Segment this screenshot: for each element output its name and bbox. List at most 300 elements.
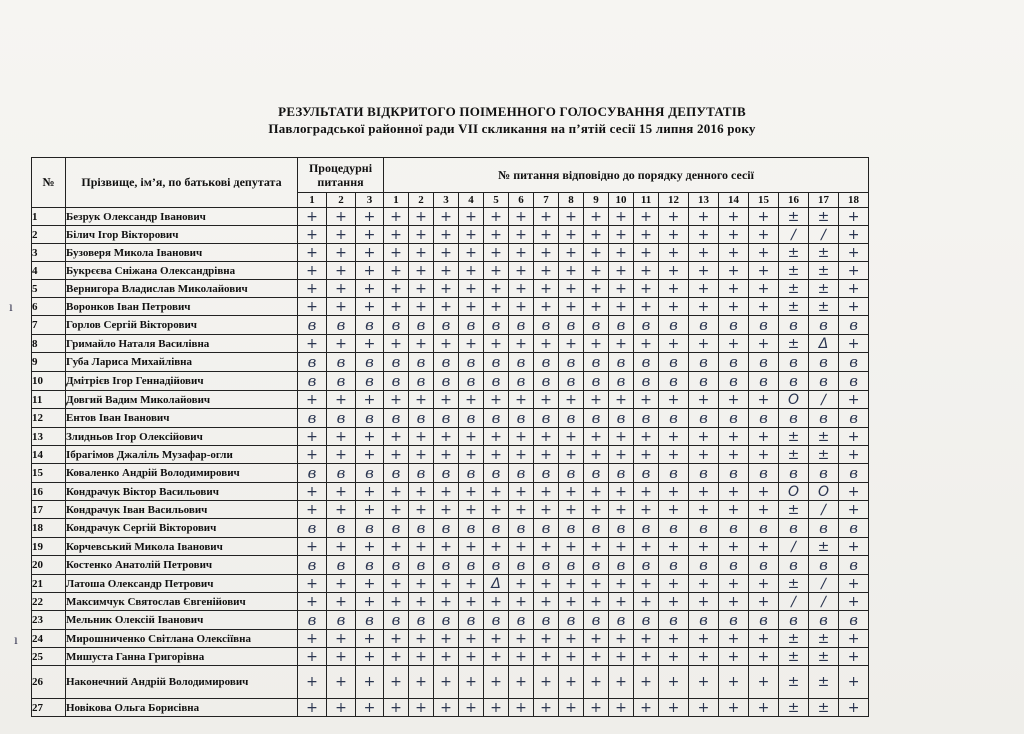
row-number: 7 [32, 316, 66, 335]
vote-mark: в [559, 464, 584, 483]
vote-mark: в [749, 372, 779, 391]
row-number: 10 [32, 372, 66, 391]
vote-mark: + [634, 666, 659, 699]
table-row [32, 611, 869, 630]
vote-mark: + [327, 262, 356, 280]
table-row [32, 428, 869, 446]
vote-mark: + [484, 648, 509, 666]
vote-mark: в [839, 464, 869, 483]
vote-mark: + [584, 648, 609, 666]
vote-mark: в [409, 316, 434, 335]
vote-mark: + [689, 262, 719, 280]
vote-mark: + [534, 501, 559, 519]
vote-mark: в [534, 519, 559, 538]
vote-mark: в [327, 316, 356, 335]
vote-mark: в [559, 556, 584, 575]
vote-mark: + [459, 575, 484, 593]
vote-mark: + [434, 335, 459, 353]
table-row [32, 666, 869, 699]
vote-mark: + [534, 648, 559, 666]
vote-mark: в [409, 611, 434, 630]
vote-mark: + [659, 648, 689, 666]
vote-mark: в [459, 372, 484, 391]
row-number: 24 [32, 630, 66, 648]
vote-mark: в [779, 372, 809, 391]
vote-mark: в [689, 519, 719, 538]
vote-mark: + [459, 501, 484, 519]
vote-mark: в [689, 409, 719, 428]
vote-mark: + [509, 298, 534, 316]
vote-mark: + [839, 699, 869, 717]
vote-mark: + [559, 446, 584, 464]
vote-mark: в [459, 464, 484, 483]
vote-mark: в [484, 372, 509, 391]
vote-mark: в [689, 353, 719, 372]
vote-mark: в [634, 556, 659, 575]
vote-mark: + [749, 298, 779, 316]
vote-mark: в [839, 409, 869, 428]
vote-mark: + [749, 280, 779, 298]
vote-mark: + [659, 699, 689, 717]
vote-mark: + [384, 391, 409, 409]
vote-mark: + [384, 538, 409, 556]
vote-mark: + [689, 630, 719, 648]
vote-mark: ± [809, 630, 839, 648]
vote-mark: + [298, 208, 327, 226]
vote-mark: + [434, 593, 459, 611]
vote-mark: + [719, 538, 749, 556]
vote-mark: + [459, 446, 484, 464]
deputy-name: Білич Ігор Вікторович [66, 226, 298, 244]
vote-mark: в [509, 556, 534, 575]
vote-mark: + [509, 666, 534, 699]
vote-mark: в [459, 611, 484, 630]
vote-mark: + [327, 501, 356, 519]
vote-mark: + [327, 298, 356, 316]
vote-mark: + [749, 483, 779, 501]
vote-mark: в [327, 353, 356, 372]
table-row [32, 391, 869, 409]
vote-mark: + [534, 428, 559, 446]
vote-mark: + [609, 483, 634, 501]
vote-mark: в [584, 519, 609, 538]
vote-mark: в [779, 519, 809, 538]
vote-mark: + [634, 244, 659, 262]
vote-mark: + [509, 391, 534, 409]
vote-mark: в [409, 464, 434, 483]
vote-mark: + [749, 630, 779, 648]
vote-mark: в [484, 409, 509, 428]
deputy-name: Безрук Олександр Іванович [66, 208, 298, 226]
vote-mark: + [719, 648, 749, 666]
vote-mark: в [356, 372, 384, 391]
agenda-number: 16 [779, 193, 809, 208]
vote-mark: + [327, 699, 356, 717]
vote-mark: + [659, 630, 689, 648]
vote-mark: + [409, 538, 434, 556]
table-row [32, 262, 869, 280]
vote-mark: + [434, 666, 459, 699]
row-number: 23 [32, 611, 66, 630]
vote-mark: + [534, 244, 559, 262]
vote-mark: + [689, 391, 719, 409]
table-row [32, 575, 869, 593]
vote-mark: + [434, 538, 459, 556]
vote-mark: + [559, 575, 584, 593]
vote-mark: + [298, 446, 327, 464]
vote-mark: + [719, 208, 749, 226]
vote-mark: + [484, 208, 509, 226]
vote-mark: + [609, 226, 634, 244]
vote-mark: + [559, 244, 584, 262]
vote-mark: + [584, 428, 609, 446]
vote-mark: ∕ [809, 391, 839, 409]
table-row [32, 501, 869, 519]
vote-mark: + [659, 335, 689, 353]
vote-mark: в [659, 611, 689, 630]
vote-mark: в [609, 372, 634, 391]
deputy-name: Гримайло Наталя Василівна [66, 335, 298, 353]
vote-mark: в [298, 409, 327, 428]
table-row [32, 519, 869, 538]
vote-mark: в [509, 611, 534, 630]
vote-mark: + [584, 280, 609, 298]
vote-mark: + [609, 208, 634, 226]
row-number: 5 [32, 280, 66, 298]
vote-mark: + [356, 446, 384, 464]
vote-mark: в [689, 556, 719, 575]
vote-mark: + [409, 391, 434, 409]
vote-mark: + [409, 208, 434, 226]
vote-mark: + [534, 298, 559, 316]
vote-mark: + [534, 699, 559, 717]
vote-mark: + [719, 501, 749, 519]
vote-mark: + [584, 446, 609, 464]
vote-mark: + [509, 699, 534, 717]
agenda-number: 14 [719, 193, 749, 208]
vote-mark: + [584, 699, 609, 717]
vote-mark: в [459, 556, 484, 575]
vote-mark: + [298, 630, 327, 648]
vote-mark: в [809, 353, 839, 372]
vote-mark: в [534, 611, 559, 630]
vote-mark: + [584, 335, 609, 353]
vote-mark: + [298, 428, 327, 446]
vote-mark: ± [809, 666, 839, 699]
vote-mark: в [719, 556, 749, 575]
vote-mark: + [434, 428, 459, 446]
vote-mark: в [609, 316, 634, 335]
vote-mark: + [584, 666, 609, 699]
vote-mark: + [559, 280, 584, 298]
vote-mark: + [409, 428, 434, 446]
row-number: 15 [32, 464, 66, 483]
table-row [32, 483, 869, 501]
deputy-name: Коваленко Андрій Володимирович [66, 464, 298, 483]
vote-mark: + [584, 391, 609, 409]
vote-mark: + [719, 483, 749, 501]
agenda-number: 11 [634, 193, 659, 208]
vote-mark: + [484, 666, 509, 699]
vote-mark: + [609, 648, 634, 666]
vote-mark: + [839, 428, 869, 446]
row-number: 17 [32, 501, 66, 519]
vote-mark: + [689, 335, 719, 353]
document-title: РЕЗУЛЬТАТИ ВІДКРИТОГО ПОІМЕННОГО ГОЛОСУВАННЯ ДЕПУТАТІВ [278, 104, 746, 119]
vote-mark: + [584, 501, 609, 519]
vote-mark: в [809, 316, 839, 335]
vote-mark: в [584, 316, 609, 335]
vote-mark: + [298, 298, 327, 316]
vote-mark: в [534, 556, 559, 575]
vote-mark: + [584, 244, 609, 262]
deputy-name: Горлов Сергій Вікторович [66, 316, 298, 335]
vote-mark: в [534, 372, 559, 391]
deputy-name: Злидньов Ігор Олексійович [66, 428, 298, 446]
vote-mark: + [689, 446, 719, 464]
vote-mark: в [356, 409, 384, 428]
vote-mark: + [634, 648, 659, 666]
table-body [32, 208, 869, 717]
header-agenda: № питання відповідно до порядку денного сесії [384, 158, 869, 193]
vote-mark: + [356, 575, 384, 593]
deputy-name: Ібрагімов Джаліль Музафар-огли [66, 446, 298, 464]
vote-mark: в [434, 409, 459, 428]
vote-mark: + [689, 428, 719, 446]
vote-mark: + [659, 538, 689, 556]
vote-mark: + [384, 630, 409, 648]
row-number: 27 [32, 699, 66, 717]
vote-mark: в [384, 464, 409, 483]
vote-mark: в [809, 409, 839, 428]
vote-mark: в [484, 353, 509, 372]
vote-mark: + [384, 280, 409, 298]
vote-mark: + [356, 699, 384, 717]
row-number: 2 [32, 226, 66, 244]
vote-mark: + [839, 335, 869, 353]
vote-mark: + [534, 446, 559, 464]
vote-mark: + [839, 538, 869, 556]
vote-mark: + [749, 428, 779, 446]
table-row [32, 648, 869, 666]
vote-mark: + [384, 428, 409, 446]
vote-mark: + [634, 298, 659, 316]
vote-mark: + [839, 391, 869, 409]
vote-mark: + [356, 298, 384, 316]
vote-mark: + [534, 538, 559, 556]
vote-mark: + [584, 575, 609, 593]
vote-mark: в [484, 611, 509, 630]
vote-mark: + [298, 483, 327, 501]
vote-mark: ∕ [779, 593, 809, 611]
row-number: 16 [32, 483, 66, 501]
row-number: 25 [32, 648, 66, 666]
vote-mark: + [749, 208, 779, 226]
vote-mark: + [356, 280, 384, 298]
vote-mark: + [434, 280, 459, 298]
vote-mark: + [534, 226, 559, 244]
vote-mark: + [459, 298, 484, 316]
vote-mark: в [584, 353, 609, 372]
vote-mark: ∕ [809, 593, 839, 611]
vote-mark: в [749, 464, 779, 483]
vote-mark: + [298, 648, 327, 666]
vote-mark: ± [779, 428, 809, 446]
vote-mark: + [839, 262, 869, 280]
vote-mark: в [839, 519, 869, 538]
vote-mark: + [584, 630, 609, 648]
vote-mark: + [384, 575, 409, 593]
vote-mark: в [384, 372, 409, 391]
vote-mark: + [689, 483, 719, 501]
agenda-number: 18 [839, 193, 869, 208]
vote-mark: в [509, 519, 534, 538]
vote-mark: + [659, 226, 689, 244]
vote-mark: + [719, 593, 749, 611]
vote-mark: + [298, 501, 327, 519]
vote-mark: в [719, 353, 749, 372]
vote-mark: + [534, 208, 559, 226]
table-row [32, 630, 869, 648]
vote-mark: + [384, 298, 409, 316]
vote-mark: + [327, 428, 356, 446]
vote-mark: + [459, 335, 484, 353]
vote-mark: в [689, 611, 719, 630]
vote-mark: + [839, 501, 869, 519]
row-number: 12 [32, 409, 66, 428]
vote-mark: + [459, 208, 484, 226]
vote-mark: + [434, 391, 459, 409]
vote-mark: в [749, 353, 779, 372]
vote-mark: в [659, 556, 689, 575]
vote-mark: ± [779, 666, 809, 699]
deputy-name: Букрєєва Сніжана Олександрівна [66, 262, 298, 280]
row-number: 22 [32, 593, 66, 611]
vote-mark: в [409, 519, 434, 538]
table-row [32, 464, 869, 483]
table-row [32, 446, 869, 464]
vote-mark: + [689, 648, 719, 666]
deputy-name: Кондрачук Віктор Васильович [66, 483, 298, 501]
vote-mark: + [409, 226, 434, 244]
vote-mark: + [459, 262, 484, 280]
vote-mark: ± [809, 208, 839, 226]
deputy-name: Мирошниченко Світлана Олексіївна [66, 630, 298, 648]
vote-mark: ± [779, 298, 809, 316]
row-number: 19 [32, 538, 66, 556]
vote-mark: + [298, 244, 327, 262]
vote-mark: O [779, 483, 809, 501]
vote-mark: в [749, 519, 779, 538]
vote-mark: в [584, 409, 609, 428]
table-row [32, 538, 869, 556]
vote-mark: в [609, 519, 634, 538]
vote-mark: + [356, 483, 384, 501]
vote-mark: в [809, 464, 839, 483]
vote-mark: + [749, 501, 779, 519]
vote-mark: + [719, 262, 749, 280]
vote-mark: + [719, 391, 749, 409]
vote-mark: + [749, 648, 779, 666]
table-row [32, 226, 869, 244]
vote-mark: + [659, 575, 689, 593]
vote-mark: + [356, 244, 384, 262]
vote-mark: в [559, 611, 584, 630]
row-number: 8 [32, 335, 66, 353]
vote-mark: в [409, 409, 434, 428]
vote-mark: в [434, 316, 459, 335]
vote-mark: + [749, 226, 779, 244]
vote-mark: в [839, 316, 869, 335]
vote-mark: + [356, 208, 384, 226]
vote-mark: + [559, 483, 584, 501]
vote-mark: в [634, 372, 659, 391]
vote-mark: ± [779, 699, 809, 717]
vote-mark: + [839, 226, 869, 244]
row-number: 20 [32, 556, 66, 575]
vote-mark: в [779, 464, 809, 483]
agenda-number: 10 [609, 193, 634, 208]
deputy-name: Мишуста Ганна Григорівна [66, 648, 298, 666]
vote-mark: + [719, 428, 749, 446]
vote-mark: в [809, 556, 839, 575]
vote-mark: в [839, 372, 869, 391]
vote-mark: + [409, 483, 434, 501]
vote-mark: в [634, 316, 659, 335]
vote-mark: + [634, 391, 659, 409]
vote-mark: в [809, 372, 839, 391]
vote-mark: в [356, 519, 384, 538]
vote-mark: в [839, 611, 869, 630]
vote-mark: + [409, 575, 434, 593]
vote-mark: + [484, 244, 509, 262]
vote-mark: в [609, 611, 634, 630]
agenda-number: 2 [409, 193, 434, 208]
vote-mark: + [584, 538, 609, 556]
vote-mark: ± [779, 244, 809, 262]
vote-mark: в [409, 353, 434, 372]
vote-mark: в [809, 519, 839, 538]
vote-mark: ± [809, 262, 839, 280]
vote-mark: + [434, 298, 459, 316]
vote-mark: + [749, 538, 779, 556]
deputy-name: Бузоверя Микола Іванович [66, 244, 298, 262]
vote-mark: ∕ [809, 226, 839, 244]
vote-mark: + [609, 335, 634, 353]
vote-mark: + [384, 208, 409, 226]
voting-table [31, 157, 869, 717]
vote-mark: в [298, 372, 327, 391]
vote-mark: + [459, 391, 484, 409]
deputy-name: Кондрачук Іван Васильович [66, 501, 298, 519]
vote-mark: в [298, 519, 327, 538]
vote-mark: + [409, 648, 434, 666]
vote-mark: + [559, 630, 584, 648]
vote-mark: в [719, 409, 749, 428]
vote-mark: в [634, 611, 659, 630]
vote-mark: в [609, 409, 634, 428]
vote-mark: + [559, 226, 584, 244]
deputy-name: Воронков Іван Петрович [66, 298, 298, 316]
row-number: 18 [32, 519, 66, 538]
vote-mark: + [689, 501, 719, 519]
vote-mark: + [434, 699, 459, 717]
table-row [32, 372, 869, 391]
vote-mark: + [509, 446, 534, 464]
vote-mark: в [409, 372, 434, 391]
vote-mark: в [634, 409, 659, 428]
vote-mark: + [559, 699, 584, 717]
